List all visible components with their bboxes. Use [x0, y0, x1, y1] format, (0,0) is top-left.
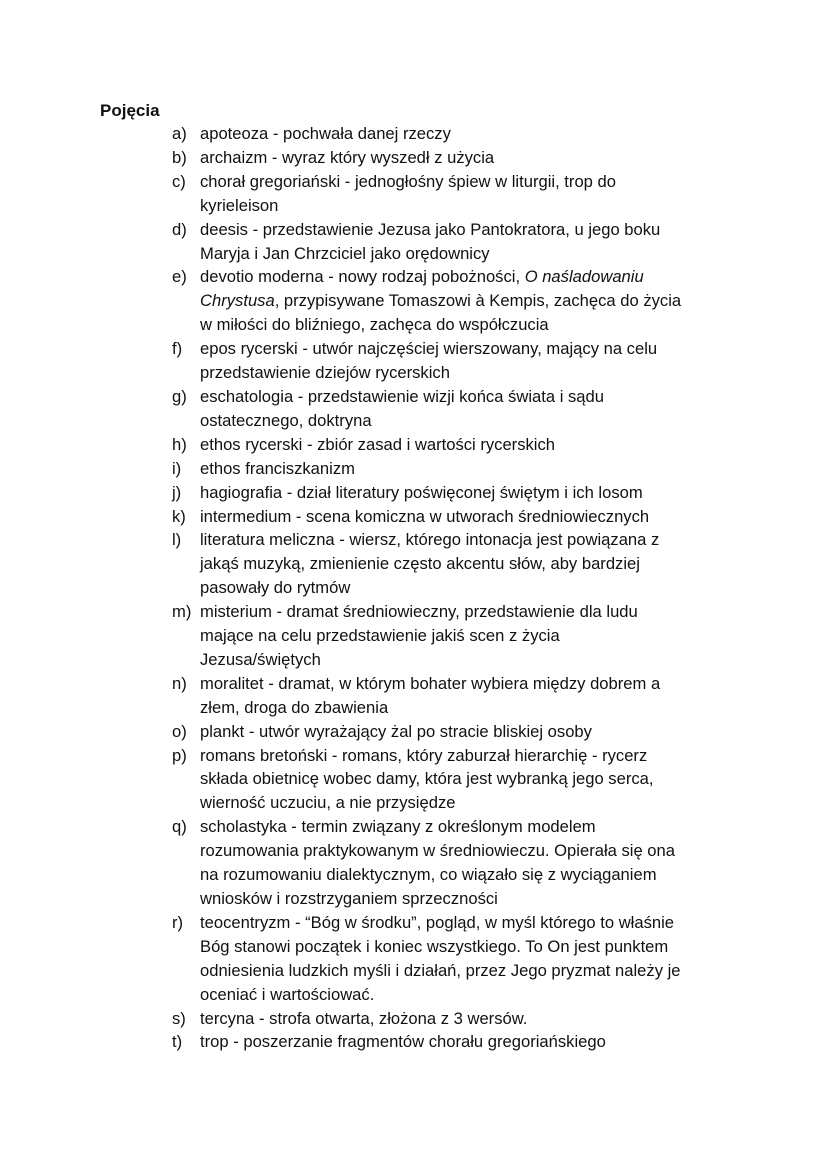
text-segment: rozumowania praktykowanym w średniowieczu. Opierała się ona: [200, 841, 675, 861]
text-segment: eschatologia - przedstawienie wizji końca świata i sądu: [200, 386, 604, 406]
item-text-line: [200, 1030, 681, 1054]
list-item: [172, 1030, 681, 1054]
text-segment: ethos rycerski - zbiór zasad i wartości rycerskich: [200, 434, 556, 454]
item-text-line: [200, 744, 681, 768]
list-item: [172, 337, 681, 385]
item-text-line: [200, 767, 681, 791]
list-marker: p): [172, 745, 187, 765]
list-marker: d): [172, 219, 187, 239]
list-item: [172, 1007, 681, 1031]
text-segment: Maryja i Jan Chrzciciel jako orędownicy: [200, 243, 490, 263]
item-text-line: [200, 194, 681, 218]
text-segment: trop - poszerzanie fragmentów chorału gregoriańskiego: [200, 1032, 606, 1052]
text-segment: Jezusa/świętych: [200, 649, 321, 669]
text-segment: Bóg stanowi początek i koniec wszystkiego. To On jest punktem: [200, 936, 669, 956]
list-item: [172, 433, 681, 457]
list-item: [172, 528, 681, 600]
text-segment: literatura meliczna - wiersz, którego intonacja jest powiązana z: [200, 530, 660, 550]
item-text-line: [200, 791, 681, 815]
item-text-line: [200, 720, 681, 744]
list-marker: b): [172, 147, 187, 167]
list-item: [172, 122, 681, 146]
italic-title: Chrystusa: [200, 291, 275, 311]
list-item: [172, 672, 681, 720]
text-segment: teocentryzm - “Bóg w środku”, pogląd, w myśl którego to właśnie: [200, 912, 675, 932]
text-segment: , przypisywane Tomaszowi à Kempis, zachęca do życia: [274, 291, 682, 311]
item-text-line: [200, 218, 681, 242]
text-segment: misterium - dramat średniowieczny, przedstawienie dla ludu: [200, 602, 638, 622]
item-text-line: [200, 361, 681, 385]
item-text-line: [200, 289, 681, 313]
item-text-line: [200, 481, 681, 505]
list-marker: n): [172, 673, 187, 693]
list-marker: c): [172, 171, 186, 191]
item-text-line: [200, 337, 681, 361]
item-text-line: [200, 911, 681, 935]
list-item: [172, 385, 681, 433]
item-text-line: [200, 505, 681, 529]
list-item: [172, 218, 681, 266]
item-text-line: [200, 170, 681, 194]
list-marker: t): [172, 1032, 183, 1052]
text-segment: oceniać i wartościować.: [200, 984, 375, 1004]
list-item: [172, 170, 681, 218]
item-text-line: [200, 863, 681, 887]
list-marker: q): [172, 817, 187, 837]
item-text-line: [200, 839, 681, 863]
item-text-line: [200, 696, 681, 720]
text-segment: w miłości do bliźniego, zachęca do współczucia: [200, 315, 549, 335]
text-segment: intermedium - scena komiczna w utworach średniowiecznych: [200, 506, 650, 526]
text-segment: mające na celu przedstawienie jakiś scen z życia: [200, 626, 560, 646]
text-segment: ethos franciszkanizm: [200, 458, 355, 478]
item-text-line: [200, 600, 681, 624]
list-marker: g): [172, 386, 187, 406]
italic-title: O naśladowaniu: [524, 267, 644, 287]
item-text-line: [200, 624, 681, 648]
list-marker: a): [172, 124, 187, 143]
text-segment: romans bretoński - romans, który zaburzał hierarchię - rycerz: [200, 745, 648, 765]
item-text-line: [200, 552, 681, 576]
text-segment: ostatecznego, doktryna: [200, 410, 372, 430]
item-text-line: [200, 409, 681, 433]
text-segment: tercyna - strofa otwarta, złożona z 3 wersów.: [200, 1008, 528, 1028]
item-text-line: [200, 935, 681, 959]
text-segment: złem, droga do zbawienia: [200, 697, 389, 717]
text-segment: hagiografia - dział literatury poświęconej świętym i ich losom: [200, 482, 643, 502]
item-text-line: [200, 1007, 681, 1031]
text-segment: odniesienia ludzkich myśli i działań, przez Jego pryzmat należy je: [200, 960, 681, 980]
list-marker: f): [172, 339, 183, 359]
item-text-line: [200, 122, 681, 146]
item-text-line: [200, 385, 681, 409]
text-segment: epos rycerski - utwór najczęściej wierszowany, mający na celu: [200, 339, 658, 359]
text-segment: archaizm - wyraz który wyszedł z użycia: [200, 147, 495, 167]
text-segment: kyrieleison: [200, 195, 279, 215]
text-segment: deesis - przedstawienie Jezusa jako Pantokratora, u jego boku: [200, 219, 661, 239]
item-text-line: [200, 313, 681, 337]
item-text-line: [200, 983, 681, 1007]
item-text-line: [200, 648, 681, 672]
list-marker: l): [172, 530, 182, 550]
text-segment: wierność uczuciu, a nie przysiędze: [200, 793, 456, 813]
text-segment: apoteoza - pochwała danej rzeczy: [200, 124, 451, 143]
text-segment: wniosków i rozstrzyganiem sprzeczności: [200, 889, 498, 908]
text-segment: przedstawienie dziejów rycerskich: [200, 363, 450, 383]
list-item: [172, 457, 681, 481]
list-item: [172, 720, 681, 744]
terms-list: [172, 122, 681, 1054]
section-heading: Pojęcia: [100, 101, 160, 120]
item-text-line: [200, 146, 681, 170]
list-marker: o): [172, 721, 187, 741]
list-item: [172, 744, 681, 816]
list-item: [172, 505, 681, 529]
item-text-line: [200, 815, 681, 839]
list-marker: k): [172, 506, 186, 526]
text-segment: na rozumowaniu dialektycznym, co wiązało się z wyciąganiem: [200, 865, 657, 885]
item-text-line: [200, 433, 681, 457]
list-marker: i): [172, 458, 182, 478]
list-item: [172, 911, 681, 1007]
item-text-line: [200, 959, 681, 983]
text-segment: moralitet - dramat, w którym bohater wybiera między dobrem a: [200, 673, 661, 693]
item-text-line: [200, 265, 681, 289]
list-marker: s): [172, 1008, 186, 1028]
text-segment: scholastyka - termin związany z określonym modelem: [200, 817, 596, 837]
list-item: [172, 815, 681, 911]
text-segment: devotio moderna - nowy rodzaj pobożności,: [200, 267, 525, 287]
list-marker: m): [172, 602, 192, 622]
list-item: [172, 481, 681, 505]
text-segment: jakąś muzyką, zmienienie często akcentu słów, aby bardziej: [200, 554, 640, 574]
list-item: [172, 600, 681, 672]
list-marker: e): [172, 267, 187, 287]
item-text-line: [200, 887, 681, 911]
list-item: [172, 265, 681, 337]
list-marker: r): [172, 912, 184, 932]
text-segment: składa obietnicę wobec damy, która jest wybranką jego serca,: [200, 769, 654, 789]
text-segment: pasowały do rytmów: [200, 578, 351, 598]
list-item: [172, 146, 681, 170]
text-segment: chorał gregoriański - jednogłośny śpiew w liturgii, trop do: [200, 171, 616, 191]
list-marker: j): [172, 482, 182, 502]
item-text-line: [200, 672, 681, 696]
item-text-line: [200, 576, 681, 600]
item-text-line: [200, 457, 681, 481]
item-text-line: [200, 242, 681, 266]
text-segment: plankt - utwór wyrażający żal po stracie bliskiej osoby: [200, 721, 592, 741]
list-marker: h): [172, 434, 187, 454]
item-text-line: [200, 528, 681, 552]
